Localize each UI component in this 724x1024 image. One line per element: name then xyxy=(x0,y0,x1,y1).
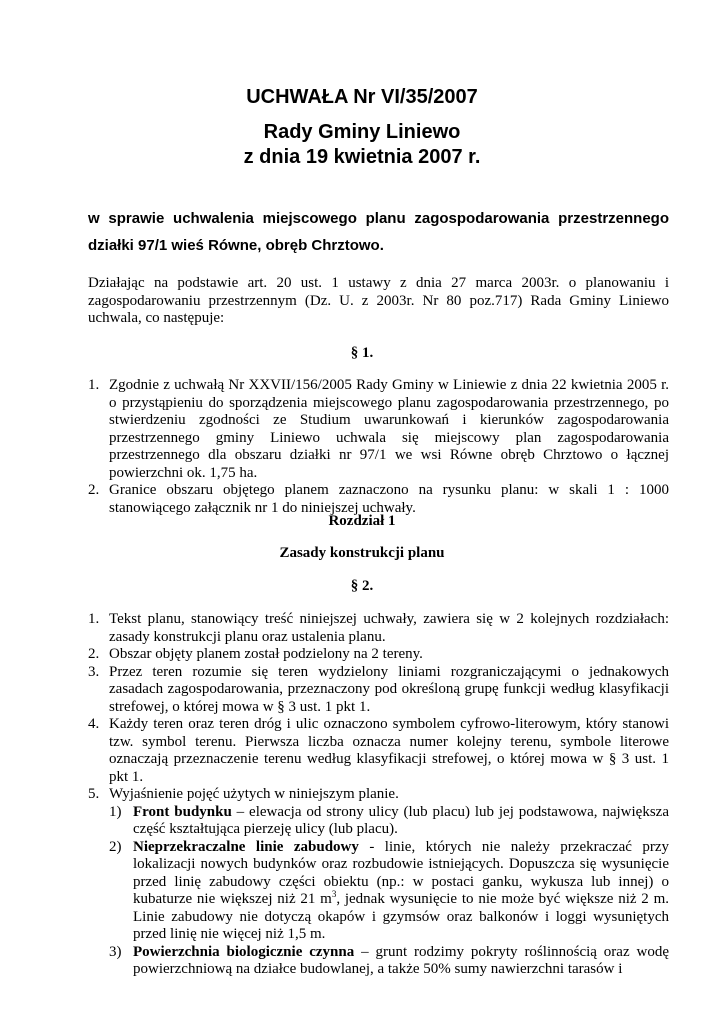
section-1-heading: § 1. xyxy=(350,345,374,361)
list-item-number: 4. xyxy=(88,716,100,732)
list-item-text: Tekst planu, stanowiący treść niniejszej uchwały, zawiera się w 2 kolejnych rozdziałach: zasady konstrukcji planu oraz ustalenia planu. xyxy=(109,611,669,645)
definitions-list xyxy=(109,804,669,979)
superscript: 3 xyxy=(331,889,337,899)
section-2-heading: § 2. xyxy=(350,578,374,594)
list-item-text: Przez teren rozumie się teren wydzielony liniami rozgraniczającymi o jednakowych zasadach zagospodarowania, przeznaczony pod określoną grupę funkcji według klasyfikacji strefowej, o której mowa w § 3 ust. 1 pkt 1. xyxy=(109,663,669,715)
list-item-number: 1. xyxy=(88,611,100,627)
list-item xyxy=(88,482,669,517)
definition-number: 2) xyxy=(109,838,122,855)
definition-number: 1) xyxy=(109,803,122,820)
list-item-number: 1. xyxy=(88,377,100,393)
intro-paragraph: Działając na podstawie art. 20 ust. 1 ustawy z dnia 27 marca 2003r. o planowaniu i zagospodarowaniu przestrzennym (Dz. U. z 2003r. Nr 80 poz.717) Rada Gminy Liniewo uchwala, co następuje: xyxy=(88,275,669,326)
list-item-text: Wyjaśnienie pojęć użytych w niniejszym planie. xyxy=(109,786,399,802)
definition-item xyxy=(109,804,669,839)
list-item xyxy=(88,664,669,717)
list-item-text: Granice obszaru objętego planem zaznaczono na rysunku planu: w skali 1 : 1000 stanowiącego załącznik nr 1 do niniejszej uchwały. xyxy=(109,482,669,516)
resolution-date: z dnia 19 kwietnia 2007 r. xyxy=(243,146,481,168)
list-item xyxy=(88,716,669,786)
section-2-list xyxy=(88,611,669,979)
list-item-text: Obszar objęty planem został podzielony na 2 tereny. xyxy=(109,646,423,662)
definition-number: 3) xyxy=(109,943,122,960)
council-name: Rady Gminy Liniewo xyxy=(263,121,461,143)
definition-text: – grunt rodzimy pokryty roślinnością oraz wodę powierzchniową na działce budowlanej, a także 50% sumy nawierzchni tarasów i xyxy=(133,943,669,977)
list-item-number: 5. xyxy=(88,786,100,802)
definition-text-continued: , jednak wysunięcie to nie może być większe niż 2 m. Linie zabudowy nie dotyczą okapów i gzymsów oraz balkonów i loggi wysuniętych przed linię nie więcej niż 1,5 m. xyxy=(133,891,669,942)
definition-text: - linie, których nie należy przekraczać przy lokalizacji nowych budynków oraz rozbudowie istniejących. Dopuszcza się wysunięcie przed linię zabudowy części obiektu (np.: w postaci ganku, wykusza lub innej) o kubaturze nie większej niż 21 m xyxy=(133,838,669,907)
list-item-number: 3. xyxy=(88,663,100,680)
definition-term: Powierzchnia biologicznie czynna xyxy=(133,943,355,960)
definition-term: Front budynku xyxy=(133,803,232,820)
resolution-title: UCHWAŁA Nr VI/35/2007 xyxy=(246,86,478,108)
resolution-subject: w sprawie uchwalenia miejscowego planu zagospodarowania przestrzennego działki 97/1 wieś Równe, obręb Chrztowo. xyxy=(88,210,669,254)
list-item-number: 2. xyxy=(88,646,100,662)
list-item xyxy=(88,377,669,482)
chapter-label: Rozdział 1 xyxy=(328,513,396,529)
definition-text: – elewacja od strony ulicy (lub placu) lub jej podstawowa, największa część kształtująca pierzeję ulicy (lub placu). xyxy=(133,803,669,837)
list-item xyxy=(88,646,669,664)
definition-item xyxy=(109,944,669,979)
section-1-list xyxy=(88,377,669,517)
list-item xyxy=(88,786,669,979)
definition-term: Nieprzekraczalne linie zabudowy xyxy=(133,838,359,855)
definition-item xyxy=(109,839,669,944)
list-item-text: Zgodnie z uchwałą Nr XXVII/156/2005 Rady Gminy w Liniewie z dnia 22 kwietnia 2005 r. o przystąpieniu do sporządzenia miejscowego planu zagospodarowania przestrzennego, po stwierdzeniu zgodności ze Studium uwarunkowań i kierunków zagospodarowania przestrzennego gminy Liniewo uchwala się miejscowy plan zagospodarowania przestrzennego dla obszaru działki nr 97/1 we wsi Równe obręb Chrztowo o łącznej powierzchni ok. 1,75 ha. xyxy=(109,377,669,481)
list-item-number: 2. xyxy=(88,482,100,498)
list-item xyxy=(88,611,669,646)
chapter-title: Zasady konstrukcji planu xyxy=(279,545,445,561)
list-item-text: Każdy teren oraz teren dróg i ulic oznaczono symbolem cyfrowo-literowym, który stanowi tzw. symbol terenu. Pierwsza liczba oznacza numer kolejny terenu, symbole literowe oznaczają przeznaczenie terenu według klasyfikacji strefowej, o której mowa w § 3 ust. 1 pkt 1. xyxy=(109,716,669,785)
